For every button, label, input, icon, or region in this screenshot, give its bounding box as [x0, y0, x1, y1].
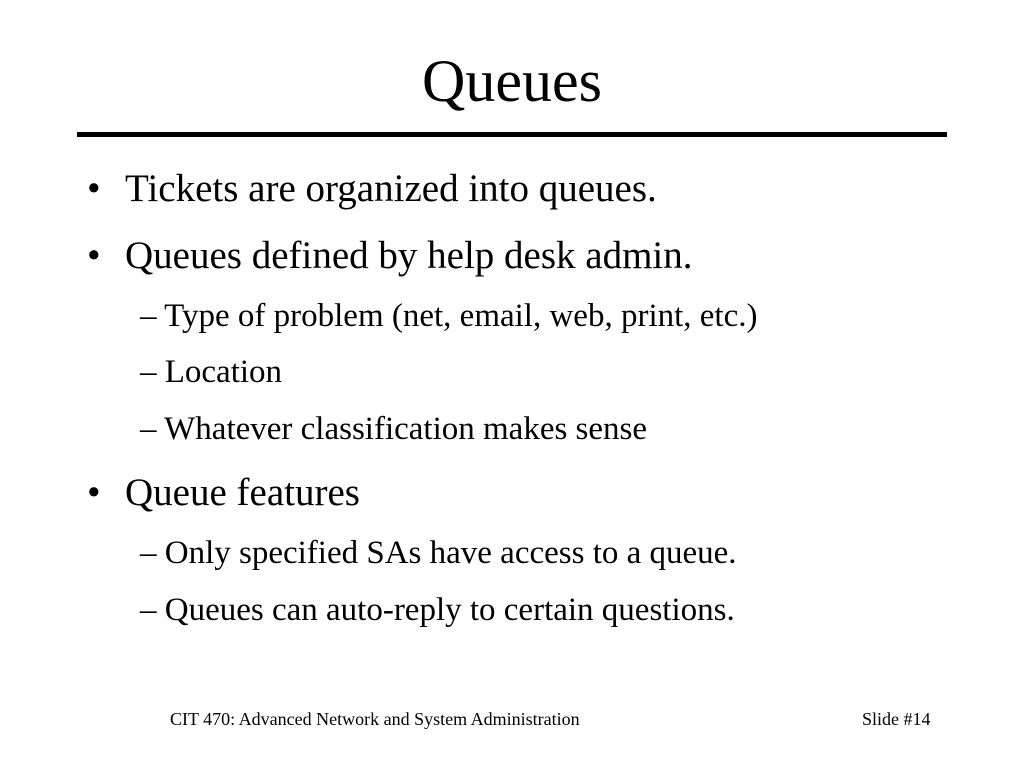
bullet-marker: •	[87, 234, 101, 277]
footer-slide-number: Slide #14	[862, 709, 931, 729]
bullet-text: Tickets are organized into queues.	[125, 167, 657, 210]
sub-bullet-item: – Only specified SAs have access to a queue.	[140, 535, 737, 571]
sub-bullet-item: – Whatever classification makes sense	[140, 411, 648, 447]
bullet-marker: •	[87, 167, 101, 210]
sub-bullet-item: – Location	[140, 354, 283, 390]
bullet-text: Queues defined by help desk admin.	[125, 234, 693, 277]
bullet-marker: •	[87, 471, 101, 514]
slide-title: Queues	[422, 48, 602, 114]
sub-bullet-item: – Queues can auto-reply to certain questions.	[140, 592, 735, 628]
bullet-text: Queue features	[125, 471, 360, 514]
sub-bullet-item: – Type of problem (net, email, web, print, etc.)	[140, 298, 758, 334]
footer-course: CIT 470: Advanced Network and System Administration	[170, 709, 580, 729]
